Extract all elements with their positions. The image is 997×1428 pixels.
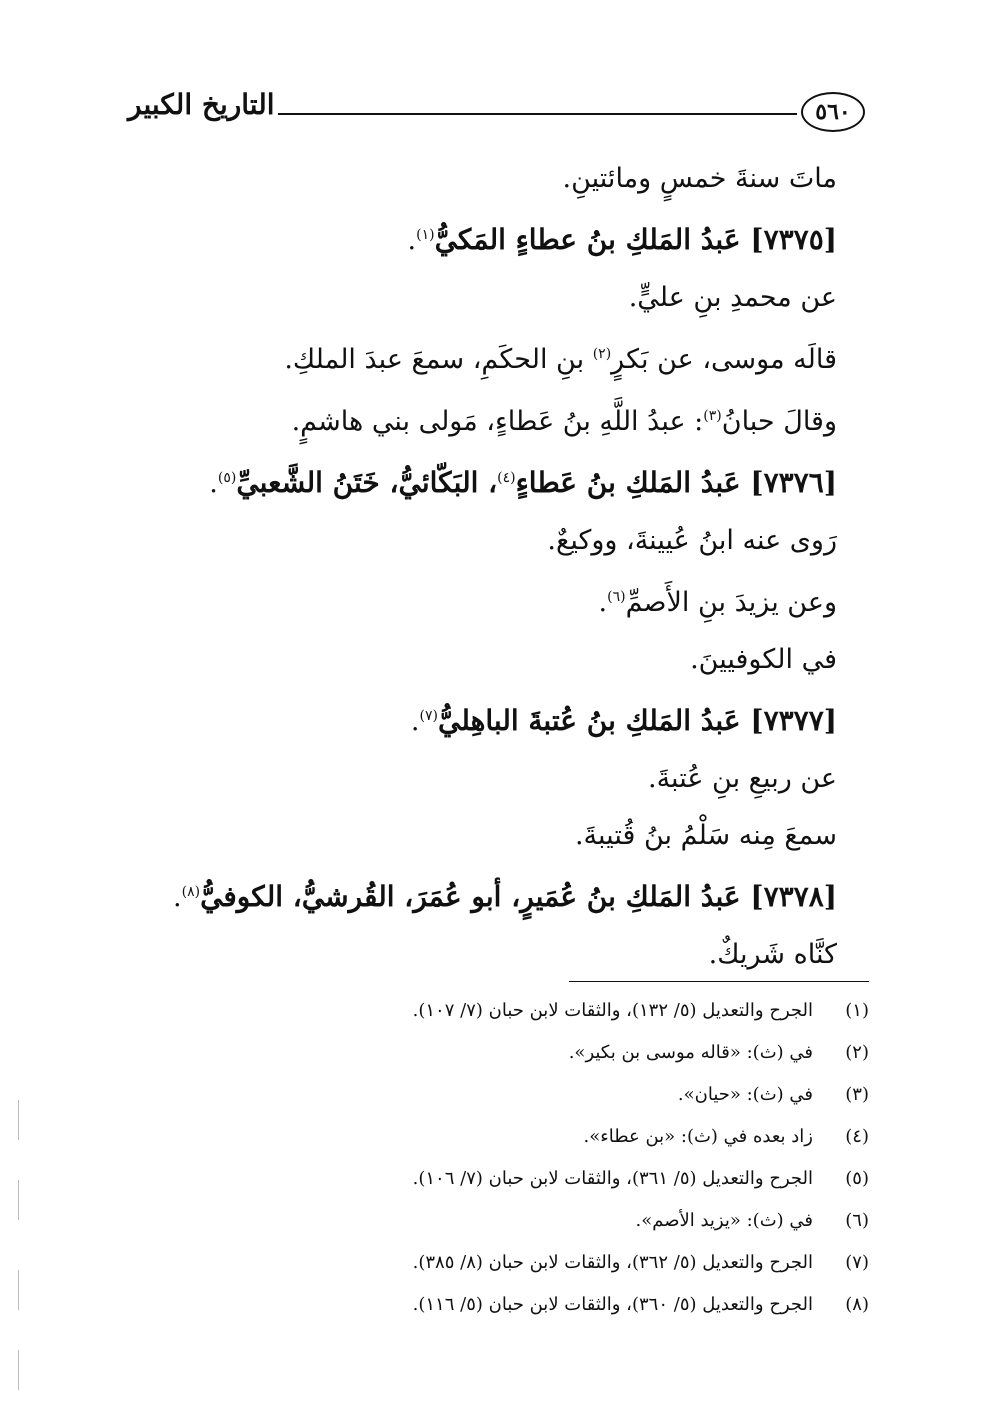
text-line: [٧٣٧٥] عَبدُ المَلكِ بنُ عطاءٍ المَكيُّ$^{(١)}$. [407,223,837,256]
footnote-text: في (ث): «يزيد الأصم». [635,1210,813,1231]
header-rule [278,113,797,115]
footnote-text: الجرح والتعديل (٥/ ٣٦٠)، والثقات لابن حبان (٥/ ١١٦). [412,1294,813,1315]
footnote-marker[interactable]: (٥) [217,470,237,486]
line-text: عن ربيعِ بنِ عُتبةَ. [647,763,837,794]
footnote-number: (٧) [845,1252,869,1273]
line-text: [٧٣٧٨] عَبدُ المَلكِ بنُ عُمَيرٍ، أبو عُمَرَ، القُرشيُّ، الكوفيُّ [200,880,837,913]
line-text: سمعَ مِنه سَلْمُ بنُ قُتيبةَ. [574,820,837,851]
footnote-marker[interactable]: (٣) [703,408,722,424]
text-line [200,807,837,864]
text-line: [٧٣٧٨] عَبدُ المَلكِ بنُ عُمَيرٍ، أبو عُمَرَ، القُرشيُّ، الكوفيُّ$^{(٨)}$. [173,880,837,913]
text-line [200,926,837,983]
line-text: ماتَ سنةَ خمسٍ ومائتينِ. [562,163,837,194]
footnote-number: (٣) [845,1084,869,1105]
text-line: [٧٣٧٧] عَبدُ المَلكِ بنُ عُتبةَ الباهِليُّ$^{(٧)}$. [410,704,837,737]
text-line: وعن يزيدَ بنِ الأَصمِّ$^{(٦)}$. [598,587,837,618]
line-text-continued: بنِ الحكَمِ، سمعَ عبدَ الملكِ. [284,344,593,375]
footnote-number: (٨) [845,1294,869,1315]
footnote-marker[interactable]: (٦) [607,589,626,605]
footnote-number: (٤) [845,1126,869,1147]
margin-marks [18,1100,20,1400]
footnote [120,1200,869,1242]
text-line [200,150,837,207]
footnote-marker[interactable]: (٤) [497,470,516,486]
line-text: [٧٣٧٥] عَبدُ المَلكِ بنُ عطاءٍ المَكيُّ [434,223,837,256]
footnote-text: الجرح والتعديل (٥/ ٣٦٢)، والثقات لابن حبان (٨/ ٣٨٥). [412,1252,813,1273]
line-text: وعن يزيدَ بنِ الأَصمِّ [625,587,837,618]
footnote [120,990,869,1032]
line-text: [٧٣٧٦] عَبدُ المَلكِ بنُ عَطاءٍ [515,466,837,499]
line-text-continued: ، البَكّائيُّ، خَتَنُ الشَّعبيِّ [236,466,498,499]
line-text: عن محمدِ بنِ عليٍّ. [628,282,837,313]
footnote-number: (٥) [845,1168,869,1189]
footnote-marker[interactable]: (٨) [181,884,201,900]
footnote [120,1284,869,1326]
text-line [200,269,837,326]
book-title: التاريخ الكبير [128,88,275,121]
footnote-marker[interactable]: (١) [416,227,435,243]
footnote-number: (١) [845,1000,869,1021]
footnote-text: الجرح والتعديل (٥/ ١٣٢)، والثقات لابن حبان (٧/ ١٠٧). [412,1000,813,1021]
footnote-text: الجرح والتعديل (٥/ ٣٦١)، والثقات لابن حبان (٧/ ١٠٦). [412,1168,813,1189]
footnote-separator [569,981,869,982]
footnote-marker[interactable]: (٢) [592,346,612,362]
footnote [120,1116,869,1158]
line-text: كنَّاه شَريكٌ. [708,939,837,970]
main-text [173,150,837,983]
footnote-number: (٢) [845,1042,869,1063]
line-text: [٧٣٧٧] عَبدُ المَلكِ بنُ عُتبةَ الباهِليُّ [437,704,837,737]
footnote-number: (٦) [845,1210,869,1231]
footnote-text: زاد بعده في (ث): «بن عطاء». [583,1126,813,1147]
footnote-text: في (ث): «قاله موسى بن بكير». [568,1042,813,1063]
footnote [120,1074,869,1116]
page-header [128,86,869,136]
line-text: رَوى عنه ابنُ عُيينةَ، ووكيعٌ. [547,525,837,556]
text-line [200,326,837,388]
footnote-marker[interactable]: (٧) [419,708,438,724]
line-text-continued: : عبدُ اللَّهِ بنُ عَطاءٍ، مَولى بني هاشمٍ. [291,406,704,437]
line-text: قالَه موسى، عن بَكرٍ [611,344,837,375]
text-line [200,388,837,450]
text-line [200,631,837,688]
footnotes [120,990,869,1326]
page-number: ٥٦٠ [801,92,865,132]
footnote [120,1032,869,1074]
line-text: في الكوفيينَ. [690,644,837,675]
line-text: وقالَ حبانُ [721,406,837,437]
footnote-text: في (ث): «حيان». [677,1084,813,1105]
footnote [120,1158,869,1200]
text-line: [٧٣٧٦] عَبدُ المَلكِ بنُ عَطاءٍ$^{(٤)}$، البَكّائيُّ، خَتَنُ الشَّعبيِّ$^{(٥)}$. [209,466,837,499]
footnote [120,1242,869,1284]
text-line [200,512,837,569]
text-line [200,750,837,807]
